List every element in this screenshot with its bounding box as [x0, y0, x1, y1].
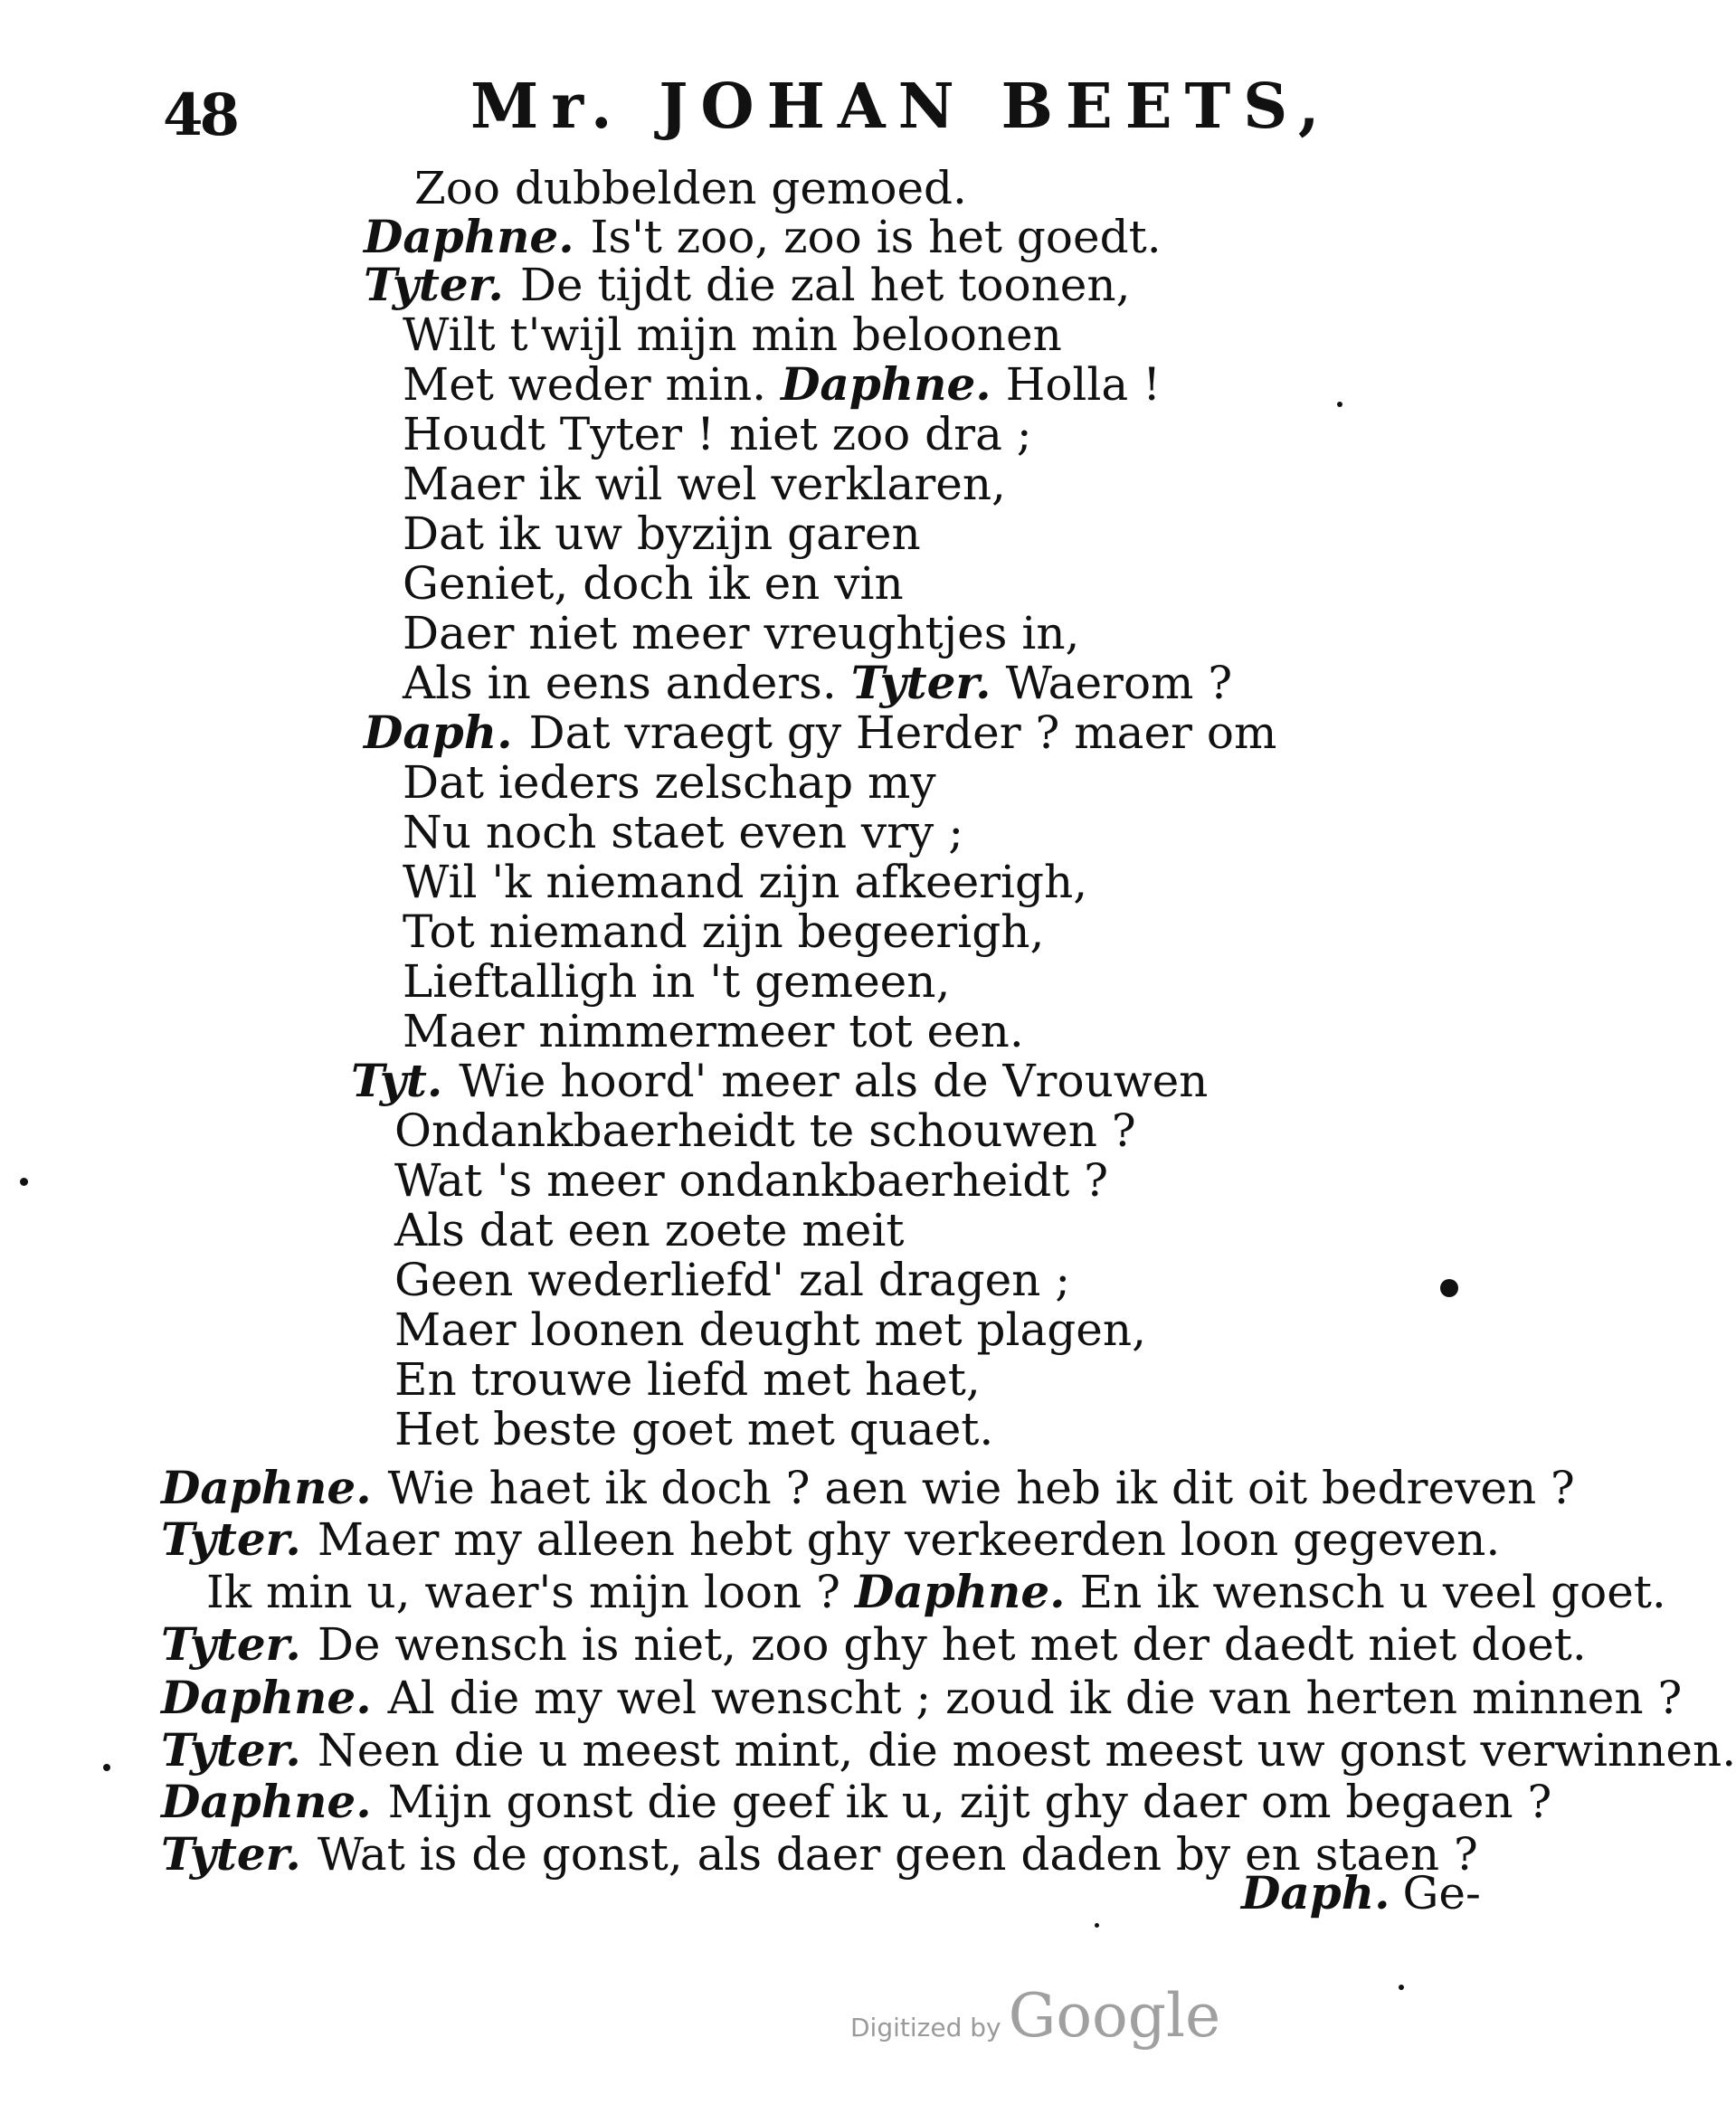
speaker-name: Daph. — [364, 706, 513, 759]
verse-text: Al die my wel wenscht ; zoud ik die van herten minnen ? — [387, 1672, 1683, 1724]
verse-text: Maer nimmermeer tot een. — [403, 1005, 1024, 1057]
verse-text: Wil 'k niemand zijn afkeerigh, — [403, 856, 1088, 908]
verse-text: Ondankbaerheidt te schouwen ? — [394, 1104, 1136, 1157]
verse-text: Nu noch staet even vry ; — [403, 806, 964, 858]
speaker-name: Daphne. — [854, 1565, 1066, 1618]
verse-line — [394, 1204, 905, 1256]
verse-line — [394, 1254, 1071, 1306]
verse-line — [403, 607, 1080, 659]
verse-text: Zoo dubbelden gemoed. — [414, 162, 967, 214]
verse-line — [403, 806, 964, 858]
verse-line — [403, 955, 951, 1008]
verse-text: Lieftalligh in 't gemeen, — [403, 955, 951, 1008]
verse-text: Mijn gonst die geef ik u, zijt ghy daer om begaen ? — [387, 1776, 1552, 1828]
verse-text-continued: Waerom ? — [1005, 657, 1233, 709]
verse-line — [394, 1104, 1136, 1157]
verse-text: En trouwe liefd met haet, — [394, 1353, 981, 1406]
digitized-by-google-watermark — [850, 1981, 1220, 2051]
verse-text: De tijdt die zal het toonen, — [519, 259, 1131, 311]
verse-text: Houdt Tyter ! niet zoo dra ; — [403, 408, 1032, 460]
verse-text: Met weder min. — [403, 358, 767, 411]
verse-line — [403, 507, 921, 560]
verse-text: Maer my alleen hebt ghy verkeerden loon gegeven. — [317, 1513, 1501, 1566]
speaker-name: Daphne. — [364, 210, 574, 263]
verse-text-continued: En ik wensch u veel goet. — [1079, 1566, 1666, 1618]
verse-line — [403, 357, 1162, 411]
ink-speck — [20, 1178, 28, 1186]
verse-text: Maer loonen deught met plagen, — [394, 1303, 1146, 1356]
verse-text: Wie hoord' meer als de Vrouwen — [459, 1055, 1209, 1107]
verse-text: Tot niemand zijn begeerigh, — [403, 905, 1045, 958]
speaker-name: Daphne. — [161, 1775, 372, 1828]
verse-line — [161, 1723, 1736, 1777]
verse-text: Wat 's meer ondankbaerheidt ? — [394, 1154, 1109, 1207]
verse-line — [403, 458, 1006, 510]
verse-text: Dat vraegt gy Herder ? maer om — [528, 706, 1277, 759]
catchword — [1241, 1866, 1481, 1919]
speaker-name: Daphne. — [161, 1461, 372, 1514]
verse-text: Wilt t'wijl mijn min beloonen — [403, 308, 1062, 361]
verse-text: Als in eens anders. — [403, 657, 837, 709]
verse-line — [394, 1154, 1109, 1207]
verse-line — [403, 408, 1032, 460]
ink-speck — [103, 1764, 110, 1771]
ink-speck — [1399, 1985, 1404, 1990]
speaker-name: Tyter. — [161, 1723, 301, 1777]
verse-line — [206, 1565, 1666, 1618]
verse-text: Dat ieders zelschap my — [403, 756, 936, 809]
verse-text: Wie haet ik doch ? aen wie heb ik dit oit bedreven ? — [387, 1462, 1575, 1514]
verse-line — [161, 1671, 1683, 1724]
verse-line — [161, 1512, 1501, 1566]
verse-line — [394, 1403, 994, 1455]
verse-text: Is't zoo, zoo is het goedt. — [590, 211, 1162, 263]
verse-text: Neen die u meest mint, die moest meest uw gonst verwinnen. — [317, 1724, 1736, 1777]
verse-line — [403, 656, 1233, 709]
page-number: 48 — [163, 81, 237, 149]
verse-text: Als dat een zoete meit — [394, 1204, 905, 1256]
verse-line — [364, 210, 1162, 263]
speaker-name: Tyter. — [850, 656, 991, 709]
verse-line — [394, 1353, 981, 1406]
ink-speck — [1440, 1279, 1458, 1297]
speaker-name: Tyter. — [161, 1827, 301, 1881]
verse-text: Dat ik uw byzijn garen — [403, 507, 921, 560]
catchword-text: Ge- — [1402, 1867, 1481, 1919]
verse-line — [403, 905, 1045, 958]
verse-text: Wat is de gonst, als daer geen daden by en staen ? — [317, 1828, 1478, 1881]
verse-text: Geen wederliefd' zal dragen ; — [394, 1254, 1071, 1306]
verse-line — [364, 706, 1277, 759]
verse-line — [403, 856, 1088, 908]
verse-line — [161, 1461, 1575, 1514]
verse-text: Daer niet meer vreughtjes in, — [403, 607, 1080, 659]
verse-line — [403, 308, 1062, 361]
ink-speck — [1337, 402, 1342, 407]
watermark-prefix: Digitized by — [850, 2013, 1001, 2042]
verse-text-continued: Holla ! — [1005, 358, 1162, 411]
speaker-name: Tyter. — [161, 1512, 301, 1566]
verse-line — [403, 557, 904, 610]
verse-text: Maer ik wil wel verklaren, — [403, 458, 1006, 510]
verse-text: De wensch is niet, zoo ghy het met der daedt niet doet. — [317, 1618, 1587, 1671]
ink-speck — [1095, 1923, 1099, 1928]
verse-line — [403, 1005, 1024, 1057]
verse-line — [394, 1303, 1146, 1356]
verse-line — [364, 258, 1131, 311]
speaker-name: Tyter. — [161, 1617, 301, 1671]
speaker-name: Tyter. — [364, 258, 504, 311]
speaker-name: Tyt. — [351, 1054, 443, 1107]
verse-line — [403, 756, 936, 809]
verse-line — [414, 162, 967, 214]
verse-line — [161, 1775, 1552, 1828]
speaker-name: Daphne. — [161, 1671, 372, 1724]
google-logo: Google — [1008, 1981, 1221, 2051]
running-head: Mr. JOHAN BEETS, — [470, 71, 1333, 143]
verse-text: Geniet, doch ik en vin — [403, 557, 904, 610]
speaker-name: Daphne. — [781, 357, 991, 411]
verse-line — [161, 1617, 1587, 1671]
verse-text: Ik min u, waer's mijn loon ? — [206, 1566, 840, 1618]
verse-line — [351, 1054, 1209, 1107]
verse-text: Het beste goet met quaet. — [394, 1403, 994, 1455]
catchword-speaker: Daph. — [1241, 1866, 1390, 1919]
